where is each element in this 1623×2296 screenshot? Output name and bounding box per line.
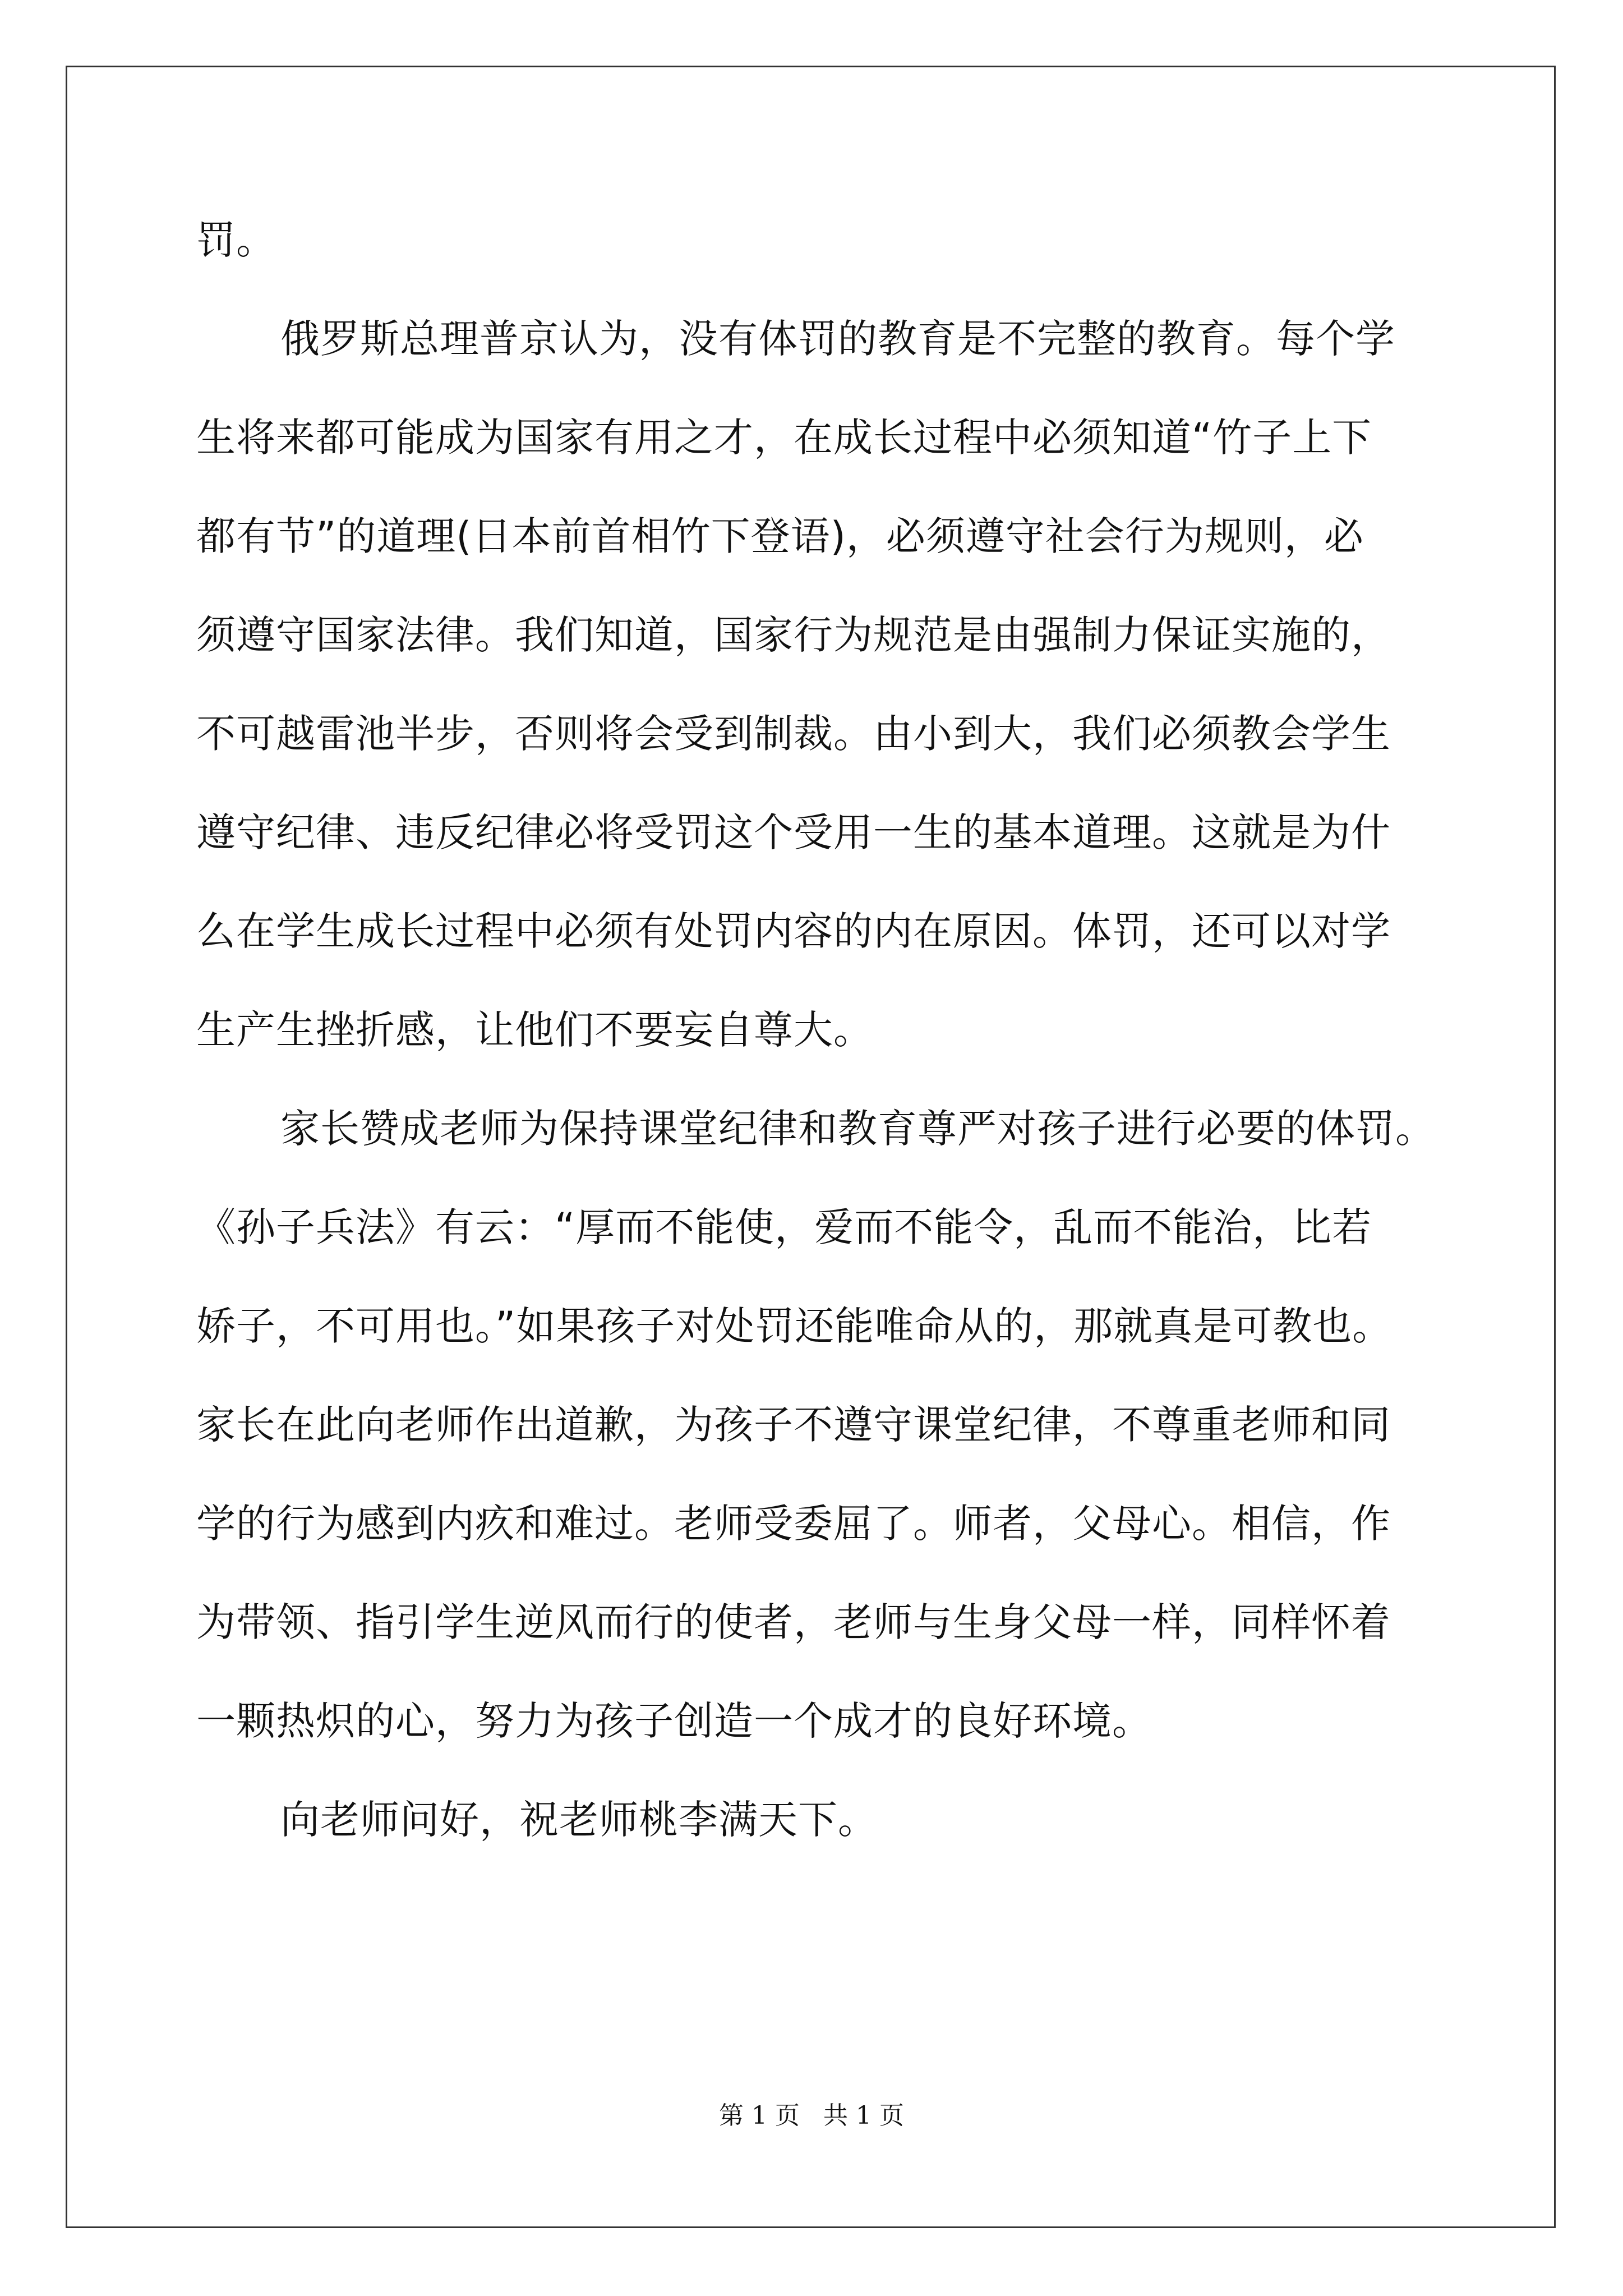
text-line: 一颗热炽的心，努力为孩子创造一个成才的良好环境。 bbox=[196, 1698, 1152, 1744]
text-line: 遵守纪律、违反纪律必将受罚这个受用一生的基本道理。这就是为什 bbox=[196, 809, 1391, 855]
text-line: 么在学生成长过程中必须有处罚内容的内在原因。体罚，还可以对学 bbox=[196, 908, 1391, 954]
text-line: 向老师问好，祝老师桃李满天下。 bbox=[280, 1797, 878, 1843]
text-line: 家长在此向老师作出道歉，为孩子不遵守课堂纪律，不尊重老师和同 bbox=[196, 1402, 1391, 1448]
text-line: 学的行为感到内疚和难过。老师受委屈了。师者，父母心。相信，作 bbox=[196, 1501, 1391, 1547]
text-line: 为带领、指引学生逆风而行的使者，老师与生身父母一样，同样怀着 bbox=[196, 1599, 1391, 1645]
page-number-footer: 第 1 页 共 1 页 bbox=[719, 2101, 904, 2130]
text-line: 须遵守国家法律。我们知道，国家行为规范是由强制力保证实施的， bbox=[196, 612, 1391, 658]
text-line: 《孙子兵法》有云：“厚而不能使，爱而不能令，乱而不能治，比若 bbox=[196, 1204, 1372, 1250]
document-body bbox=[196, 191, 1481, 1869]
text-line: 不可越雷池半步，否则将会受到制裁。由小到大，我们必须教会学生 bbox=[196, 711, 1391, 757]
text-line: 家长赞成老师为保持课堂纪律和教育尊严对孩子进行必要的体罚。 bbox=[280, 1106, 1435, 1152]
text-line: 俄罗斯总理普京认为，没有体罚的教育是不完整的教育。每个学 bbox=[280, 316, 1395, 362]
text-line: 娇子，不可用也。”如果孩子对处罚还能唯命从的，那就真是可教也。 bbox=[196, 1303, 1393, 1349]
text-line: 都有节”的道理(日本前首相竹下登语)，必须遵守社会行为规则，必 bbox=[196, 513, 1364, 559]
text-line: 罚。 bbox=[196, 217, 276, 263]
text-line: 生将来都可能成为国家有用之才，在成长过程中必须知道“竹子上下 bbox=[196, 415, 1372, 461]
text-line: 生产生挫折感，让他们不要妄自尊大。 bbox=[196, 1007, 873, 1053]
